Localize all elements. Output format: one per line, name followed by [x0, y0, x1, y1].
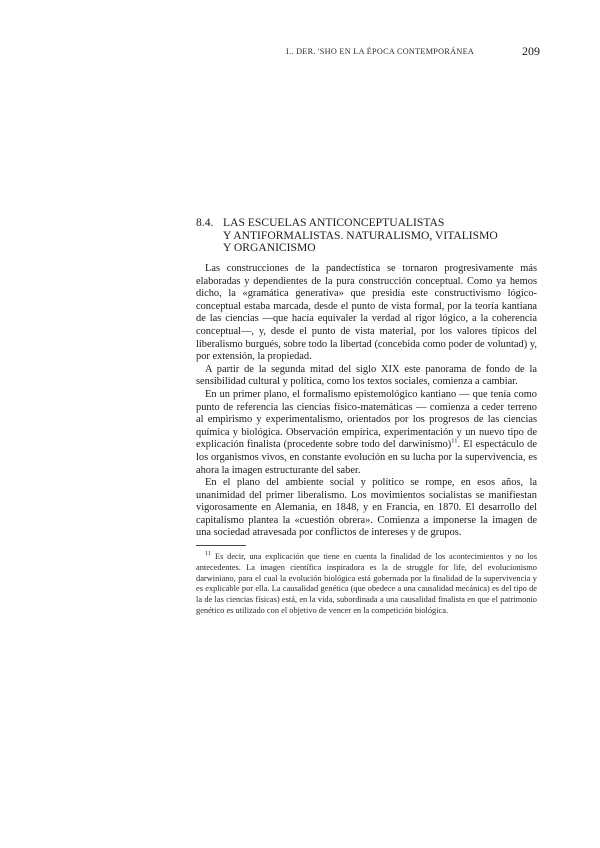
- paragraph: A partir de la segunda mitad del siglo XIX este panorama de fondo de la sensibilidad cultural y política, como los textos sociales, comienza a cambiar.: [196, 363, 537, 388]
- footnote-divider: [196, 545, 246, 546]
- footnote: [196, 552, 537, 617]
- paragraph: [196, 389, 537, 477]
- paragraph: Las construcciones de la pandectística se tornaron progresivamente más elaboradas y dependientes de la pura construcción conceptual. Como ya hemos dicho, la «gramática generativa» que presidía este constructivismo lógico-conceptual estaba marcada, desde el punto de vista formal, por la teoría kantiana de las ciencias —que hacía equivaler la verdad al rigor lógico, a la coherencia conceptual—, y, desde el punto de vista material, por los valores típicos del liberalismo burgués, sobre todo la libertad (concebida como poder de voluntad) y, por extensión, la propiedad.: [196, 263, 537, 363]
- footnote-text: Es decir, una explicación que tiene en cuenta la finalidad de los acontecimientos y no los antecedentes. La imagen científica inspiradora es la de struggle for life, del evolucionismo darwiniano, para el cual la evolución biológica está gobernada por la finalidad de la supervivencia y es explicable por ella. La causalidad genética (que obedece a una causalidad mecánica) es del tipo de la de las ciencias físicas) está, en la vida, subordinada a una causalidad finalista en que el patrimonio genético es utilizado con el objetivo de vencer en la competición biológica.: [196, 552, 538, 615]
- page-number: 209: [522, 44, 540, 58]
- paragraph-text: . El espectáculo de los organismos vivos, en constante evolución en su lucha por la supervivencia, es ahora la imagen estructurante del saber.: [196, 439, 537, 476]
- section-number: 8.4.: [196, 216, 214, 229]
- section-title-line: Y ANTIFORMALISTAS. NATURALISMO, VITALISMO: [223, 228, 498, 242]
- paragraph-text: En un primer plano, el formalismo epistemológico kantiano — que tenía como punto de referencia las ciencias físico-matemáticas — comienza a ceder terreno al empirismo y experimentalismo, orientados por los progresos de las ciencias química y biológica. Observación empírica, experimentación y un nuevo tipo de explicación finalista (procedente sobre todo del darwinismo): [196, 388, 537, 451]
- section-title: [223, 217, 523, 255]
- footnote-reference[interactable]: 11: [451, 437, 458, 445]
- paragraph: En el plano del ambiente social y político se rompe, en esos años, la unanimidad del primer liberalismo. Los movimientos socialistas se manifiestan vigorosamente en Alemania, en 1848, y en Francia, en 1870. El desarrollo del capitalismo plantea la «cuestión obrera». Comienza a imponerse la imagen de una sociedad atravesada por conflictos de intereses y de grupos.: [196, 477, 537, 539]
- body-text: [196, 263, 537, 540]
- footnote-marker: 11: [205, 550, 212, 558]
- footnote-paragraph: [196, 552, 537, 617]
- running-head: I.. DER. 'SHO EN LA ÉPOCA CONTEMPORÁNEA: [286, 47, 475, 56]
- section-title-line: LAS ESCUELAS ANTICONCEPTUALISTAS: [223, 216, 445, 229]
- section-title-line: Y ORGANICISMO: [223, 241, 316, 255]
